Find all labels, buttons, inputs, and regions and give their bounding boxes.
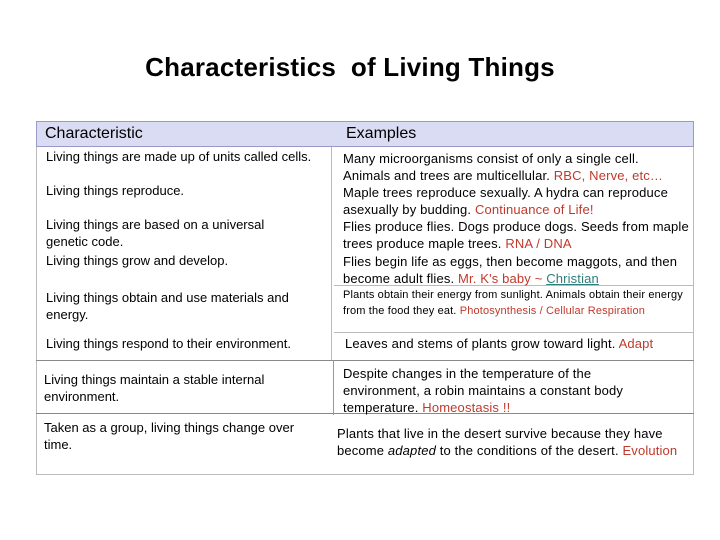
example-change-text: Plants that live in the desert survive because they have become [337, 426, 663, 458]
example-change-text-end: to the conditions of the desert. [439, 443, 619, 458]
title-part2: of Living Things [350, 52, 555, 82]
example-respond-text: Leaves and stems of plants grow toward light. [345, 336, 616, 351]
example-grow-link[interactable]: Christian [546, 271, 599, 286]
example-stable [343, 365, 663, 416]
example-cells-text: Many microorganisms consist of only a single cell. Animals and trees are multicellular. [343, 151, 639, 183]
characteristic-respond: Living things respond to their environment. [46, 336, 291, 351]
example-reproduce-text: Maple trees reproduce sexually. A hydra can reproduce asexually by budding. [343, 185, 668, 217]
example-stable-tag: Homeostasis !! [422, 400, 511, 415]
example-grow-tag: Mr. K's baby ~ [458, 271, 543, 286]
characteristic-genetic-code: Living things are based on a universal genetic code. [46, 217, 265, 249]
example-grow-text: Flies begin life as eggs, then become maggots, and then become adult flies. [343, 254, 678, 286]
example-change [337, 425, 687, 459]
example-energy-tag: Photosynthesis / Cellular Respiration [459, 304, 646, 317]
example-code-text: Flies produce flies. Dogs produce dogs. Seeds from maple trees produce maple trees. [343, 219, 689, 251]
characteristic-reproduce: Living things reproduce. [46, 183, 185, 198]
example-energy [343, 288, 689, 319]
characteristic-energy: Living things obtain and use materials and energy. [46, 290, 289, 322]
example-reproduce-tag: Continuance of Life! [474, 202, 594, 217]
example-cells-tag: RBC, Nerve, etc… [553, 168, 664, 183]
example-change-tag: Evolution [622, 443, 678, 458]
characteristic-cells: Living things are made up of units called cells. [46, 149, 312, 164]
title-part1: Characteristics [145, 52, 337, 82]
example-stable-text: Despite changes in the temperature of the environment, a robin maintains a constant body temperature. [343, 366, 624, 415]
example-code-tag: RNA / DNA [505, 236, 572, 251]
characteristic-grow: Living things grow and develop. [46, 253, 229, 268]
characteristic-change: Taken as a group, living things change over time. [44, 420, 295, 452]
column-divider [333, 360, 334, 415]
header-characteristic: Characteristic [45, 125, 143, 142]
row-divider [334, 332, 694, 333]
table-right-border [693, 147, 694, 474]
characteristic-stable: Living things maintain a stable internal environment. [44, 372, 265, 404]
example-change-emphasis: adapted [387, 443, 436, 458]
example-respond-tag: Adapt [618, 336, 654, 351]
example-code [343, 218, 689, 252]
column-divider [331, 147, 332, 360]
page-title [0, 52, 700, 83]
example-cells [343, 150, 689, 184]
example-grow [343, 253, 689, 287]
example-respond [345, 335, 691, 352]
table-bottom-border [36, 474, 694, 475]
header-examples: Examples [346, 125, 417, 142]
example-reproduce [343, 184, 689, 218]
row-divider [36, 360, 694, 361]
example-energy-text: Plants obtain their energy from sunlight. Animals obtain their energy from the food they eat. [343, 289, 683, 317]
table-left-border [36, 147, 37, 474]
